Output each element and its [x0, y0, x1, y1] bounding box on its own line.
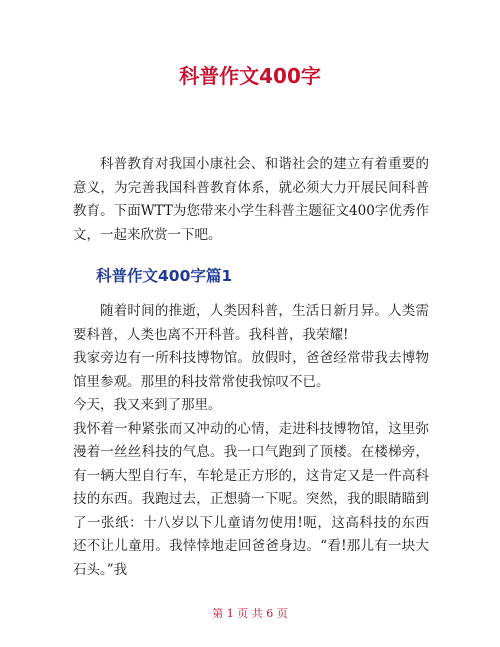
paragraph: 今天，我又来到了那里。 — [73, 397, 222, 413]
intro-paragraph — [73, 153, 429, 247]
intro-text: 科普教育对我国小康社会、和谐社会的建立有着重要的意义，为完善我国科普教育体系，就必须大力开展民间科普教育。下面WTT为您带来小学生科普主题征文400字优秀作文，一起来欣赏一下吧。 — [73, 156, 429, 243]
article-body — [73, 300, 429, 582]
section-heading: 科普作文400字篇1 — [96, 267, 233, 285]
document-title: 科普作文400字 — [179, 64, 321, 88]
paragraph: 我家旁边有一所科技博物馆。放假时，爸爸经常带我去博物馆里参观。那里的科技常常使我惊叹不已。 — [73, 350, 429, 390]
page-footer: 第 1 页 共 6 页 — [212, 607, 288, 620]
paragraph: 我怀着一种紧张而又冲动的心情，走进科技博物馆，这里弥漫着一丝丝科技的气息。我一口气跑到了顶楼。在楼梯旁，有一辆大型自行车，车轮是正方形的，这肯定又是一件高科技的东西。我跑过去，正想骑一下呢。突然，我的眼睛瞄到了一张纸：十八岁以下儿童请勿使用!呃，这高科技的东西还不让儿童用。我悻悻地走回爸爸身边。“看!那儿有一块大石头。”我 — [73, 420, 429, 578]
paragraph: 随着时间的推逝，人类因科普，生活日新月异。人类需要科普，人类也离不开科普。我科普，我荣耀! — [73, 303, 429, 343]
